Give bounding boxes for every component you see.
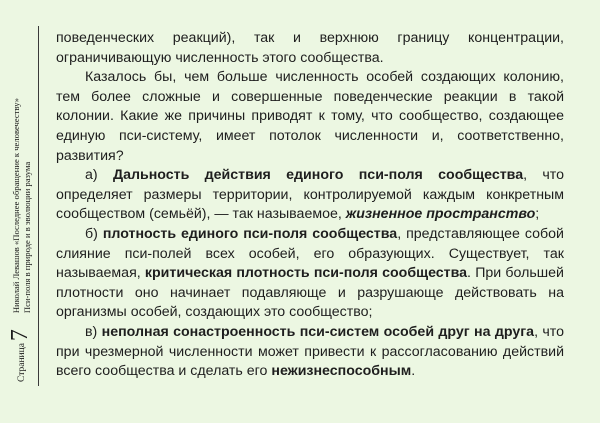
page-number: 7	[7, 329, 33, 342]
book-info	[11, 98, 33, 313]
list-marker-a: а)	[85, 167, 98, 184]
list-item-b	[56, 225, 564, 323]
bold-italic-term-living-space: жизненное пространство	[345, 206, 536, 223]
bold-term-nonviable: нежизнеспособным	[271, 363, 412, 380]
item-c-text-1: , что при чрезмерной численности может привести к рассогласованию действий всего сообщества и сделать его	[56, 323, 564, 380]
item-a-text-1: , что определяет размеры территории, контролируемой каждым конкретным сообществом (семьёй), — так называемое,	[56, 167, 564, 223]
item-c-text-2: .	[411, 363, 416, 380]
book-title-line: Николай Левашов «Последнее обращение к человечеству»	[11, 97, 21, 314]
bold-term-attunement: неполная сонастроенность пси-систем особей друг на друга	[101, 323, 535, 340]
book-chapter-line: Пси-поля в природе и в эволюции разума	[22, 161, 32, 314]
sidebar-running-header	[2, 26, 42, 386]
page-body	[56, 29, 564, 382]
paragraph-continuation: поведенческих реакций), так и верхнюю границу концентрации, ограничивающую численность этого сообщества.	[56, 30, 564, 66]
paragraph-question: Казалось бы, чем больше численность особей создающих колонию, тем более сложные и совершенные поведенческие реакции в такой колонии. Какие же причины приводят к тому, что сообщество, создающее единую пси-систему, имеет потолок численности и, соответственно, развития?	[56, 69, 564, 164]
list-item-c	[56, 323, 564, 382]
item-a-text-2: ;	[535, 206, 540, 223]
bold-term-critical-density: критическая плотность пси-поля сообщества	[144, 265, 468, 282]
list-item-a	[56, 166, 564, 225]
list-marker-b: б)	[85, 225, 98, 242]
page-label: Страница	[17, 343, 27, 382]
item-b-text-1: , представляющее собой слияние пси-полей всех особей, его образующих. Существует, так называемая,	[56, 225, 564, 282]
list-marker-c: в)	[85, 323, 98, 340]
item-b-text-2: . При большей плотности оно начинает подавляюще и разрушающе действовать на организмы особей, создающих это сообщество;	[56, 265, 564, 321]
bold-term-range: Дальность действия единого пси-поля сообщества	[112, 167, 524, 184]
bold-term-density: плотность единого пси-поля сообщества	[102, 225, 398, 242]
page-sidebar	[0, 0, 44, 423]
